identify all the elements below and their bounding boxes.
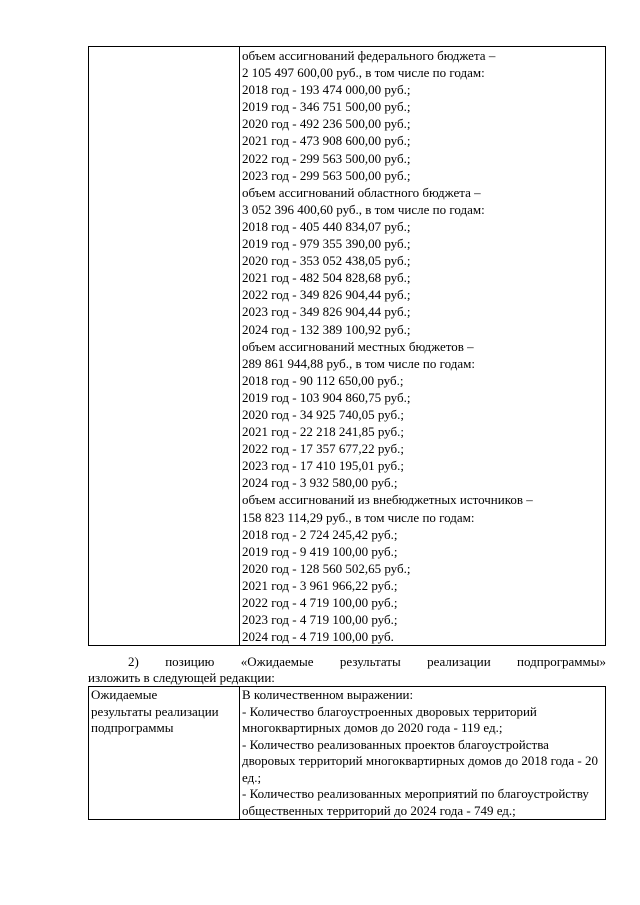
amendment-paragraph bbox=[88, 654, 606, 685]
funding-line: 2024 год - 4 719 100,00 руб. bbox=[242, 629, 394, 645]
funding-line: 2020 год - 34 925 740,05 руб.; bbox=[242, 406, 404, 422]
funding-table-left-cell bbox=[89, 47, 240, 646]
funding-line: объем ассигнований федерального бюджета – bbox=[242, 48, 496, 63]
funding-line: 2018 год - 2 724 245,42 руб.; bbox=[242, 526, 398, 542]
funding-line: 2021 год - 22 218 241,85 руб.; bbox=[242, 424, 404, 440]
funding-line: 2023 год - 349 826 904,44 руб.; bbox=[242, 304, 411, 320]
funding-line: объем ассигнований областного бюджета – bbox=[242, 184, 481, 200]
results-item: - Количество благоустроенных дворовых территорий многоквартирных домов до 2020 года - 119 ед.; bbox=[242, 703, 537, 735]
funding-line: 289 861 944,88 руб., в том числе по годам: bbox=[242, 355, 475, 371]
funding-line: 2022 год - 4 719 100,00 руб.; bbox=[242, 595, 398, 610]
funding-line: 2019 год - 9 419 100,00 руб.; bbox=[242, 543, 398, 559]
funding-line: 2021 год - 3 961 966,22 руб.; bbox=[242, 577, 398, 593]
funding-line: 2018 год - 90 112 650,00 руб.; bbox=[242, 372, 404, 388]
funding-line: 2018 год - 405 440 834,07 руб.; bbox=[242, 218, 411, 234]
funding-line: 2023 год - 17 410 195,01 руб.; bbox=[242, 458, 404, 474]
funding-line: 2019 год - 346 751 500,00 руб.; bbox=[242, 99, 411, 115]
results-table-left-cell bbox=[89, 687, 240, 820]
funding-line: 2024 год - 132 389 100,92 руб.; bbox=[242, 321, 411, 337]
results-item: - Количество реализованных проектов благоустройства дворовых территорий многоквартирных домов до 2018 года - 20 ед.; bbox=[242, 736, 598, 785]
amendment-line-1: 2) позицию «Ожидаемые результаты реализации подпрограммы» bbox=[128, 654, 606, 669]
funding-table bbox=[88, 46, 606, 646]
funding-line: 2023 год - 299 563 500,00 руб.; bbox=[242, 167, 411, 183]
funding-line: 2024 год - 3 932 580,00 руб.; bbox=[242, 475, 398, 491]
funding-line: 2020 год - 128 560 502,65 руб.; bbox=[242, 560, 411, 576]
funding-line: 2019 год - 103 904 860,75 руб.; bbox=[242, 389, 411, 405]
funding-line: 2021 год - 473 908 600,00 руб.; bbox=[242, 133, 411, 149]
funding-line: 2020 год - 492 236 500,00 руб.; bbox=[242, 116, 411, 132]
results-label-line: подпрограммы bbox=[91, 720, 174, 735]
funding-line: 2 105 497 600,00 руб., в том числе по годам: bbox=[242, 65, 485, 81]
funding-table-row bbox=[89, 47, 606, 646]
funding-line: 2018 год - 193 474 000,00 руб.; bbox=[242, 82, 411, 98]
results-item: В количественном выражении: bbox=[242, 687, 414, 702]
funding-line: 2023 год - 4 719 100,00 руб.; bbox=[242, 612, 398, 628]
amendment-line-2: изложить в следующей редакции: bbox=[88, 669, 275, 685]
funding-line: 2022 год - 299 563 500,00 руб.; bbox=[242, 150, 411, 166]
results-table-right-cell bbox=[240, 687, 606, 820]
results-table-row bbox=[89, 687, 606, 820]
funding-line: объем ассигнований местных бюджетов – bbox=[242, 338, 474, 354]
funding-table-right-cell bbox=[240, 47, 606, 646]
results-item: - Количество реализованных мероприятий по благоустройству общественных территорий до 2024 года - 749 ед.; bbox=[242, 786, 589, 818]
results-label-line: Ожидаемые bbox=[91, 687, 158, 702]
results-table bbox=[88, 686, 606, 820]
results-label-line: результаты реализации bbox=[91, 703, 219, 719]
funding-line: 3 052 396 400,60 руб., в том числе по годам: bbox=[242, 201, 485, 217]
funding-line: 2020 год - 353 052 438,05 руб.; bbox=[242, 253, 411, 269]
funding-line: 158 823 114,29 руб., в том числе по годам: bbox=[242, 509, 475, 525]
funding-line: 2021 год - 482 504 828,68 руб.; bbox=[242, 270, 411, 286]
funding-line: 2022 год - 17 357 677,22 руб.; bbox=[242, 441, 404, 457]
funding-line: 2022 год - 349 826 904,44 руб.; bbox=[242, 287, 411, 303]
funding-line: 2019 год - 979 355 390,00 руб.; bbox=[242, 236, 411, 252]
funding-line: объем ассигнований из внебюджетных источников – bbox=[242, 492, 533, 508]
